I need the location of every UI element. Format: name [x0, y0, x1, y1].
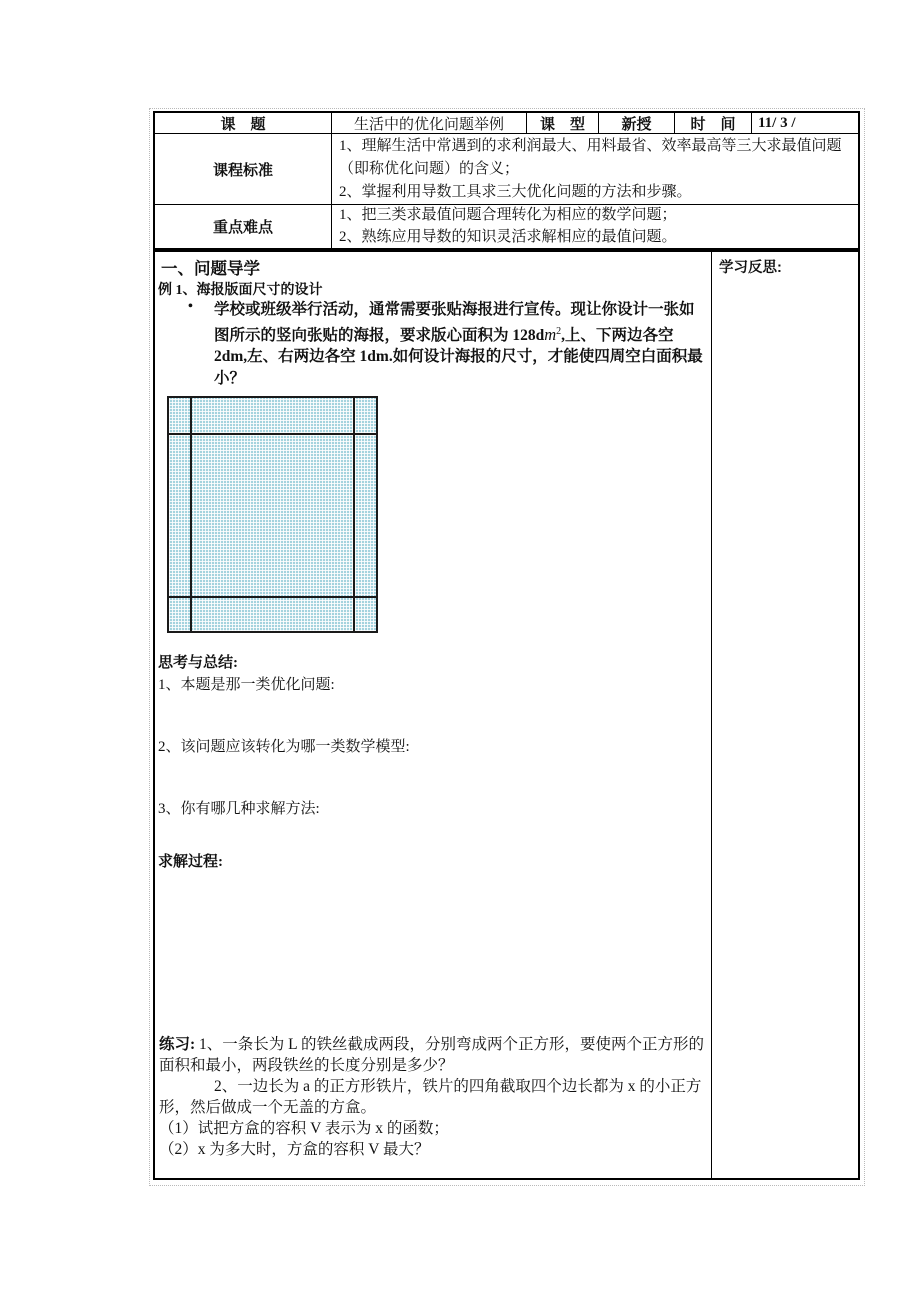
question-2: 2、该问题应该转化为哪一类数学模型: — [158, 739, 410, 755]
subject-value: 生活中的优化问题举例 — [331, 113, 526, 133]
main-content-cell — [155, 252, 712, 1178]
time-label: 时 间 — [674, 113, 751, 133]
poster-top-margin-line — [169, 433, 376, 435]
standards-item: 1、理解生活中常遇到的求利润最大、用料最省、效率最高等三大求最值问题（即称优化问题）的含义； — [339, 138, 842, 177]
poster-diagram — [167, 396, 378, 633]
reflection-title: 学习反思: — [719, 260, 782, 276]
thinking-summary-title: 思考与总结: — [158, 655, 238, 671]
practice-sub-2: （2）x 为多大时，方盒的容积 V 最大？ — [159, 1141, 430, 1158]
standards-label: 课程标准 — [155, 133, 331, 204]
question-3: 3、你有哪几种求解方法: — [158, 801, 320, 817]
example-title: 例 1、海报版面尺寸的设计 — [158, 283, 323, 298]
key-points-label: 重点难点 — [155, 204, 331, 248]
practice-sub-1: （1）试把方盒的容积 V 表示为 x 的函数； — [159, 1120, 449, 1137]
practice-item-1 — [159, 1034, 704, 1076]
reflection-cell — [712, 252, 858, 1178]
example-text-pre: 学校或班级举行活动，通常需要张贴海报进行宣传。现让你设计一张如图所示的竖向张贴的海报，要求版心面积为 128d — [214, 301, 695, 344]
example-text-post: ,上、下两边各空 2dm,左、右两边各空 1dm.如何设计海报的尺寸，才能使四周空白面积最小？ — [214, 326, 703, 387]
practice-label: 练习: — [159, 1036, 196, 1053]
main-content-table — [153, 250, 860, 1180]
poster-bottom-margin-line — [169, 596, 376, 598]
area-unit-variable: m — [544, 324, 557, 344]
practice-item-1-text: 1、一条长为 L 的铁丝截成两段，分别弯成两个正方形，要使两个正方形的面积和最小，两段铁丝的长度分别是多少？ — [159, 1036, 704, 1074]
time-value: 11/ 3 / — [751, 113, 858, 133]
lesson-info-table — [153, 111, 860, 250]
key-points-item: 1、把三类求最值问题合理转化为相应的数学问题； — [339, 207, 677, 223]
standards-content — [331, 133, 858, 204]
solving-process-title: 求解过程: — [158, 854, 223, 870]
lesson-type-value: 新授 — [598, 113, 674, 133]
subject-label: 课 题 — [220, 115, 266, 133]
area-unit-exponent: 2 — [556, 325, 562, 337]
practice-item-2: 2、一边长为 a 的正方形铁片，铁片的四角截取四个边长都为 x 的小正方形，然后做成一个无盖的方盒。 — [159, 1078, 702, 1116]
question-1: 1、本题是那一类优化问题: — [158, 677, 335, 693]
standards-item: 2、掌握利用导数工具求三大优化问题的方法和步骤。 — [339, 184, 692, 200]
lesson-type-label: 课 型 — [526, 113, 598, 133]
bullet-icon: • — [188, 299, 193, 314]
practice-section — [159, 1034, 704, 1160]
key-points-content — [331, 204, 858, 248]
key-points-item: 2、熟练应用导数的知识灵活求解相应的最值问题。 — [339, 228, 677, 245]
section-title: 一、问题导学 — [161, 260, 260, 278]
example-problem-text — [214, 299, 708, 389]
